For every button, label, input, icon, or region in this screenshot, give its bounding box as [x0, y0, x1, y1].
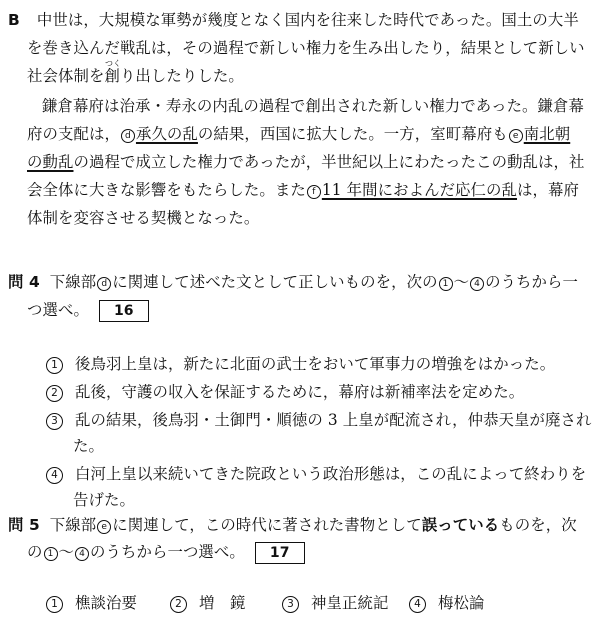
q5-stem4: の	[27, 543, 43, 561]
underline-doran: の動乱	[27, 153, 74, 171]
section-label: B	[8, 11, 20, 29]
q4-option-2-text: 乱後，守護の収入を保証するために，幕府は新補率法を定めた。	[75, 383, 525, 401]
q4-mark: d	[97, 277, 111, 291]
q4-option-1[interactable]	[46, 354, 555, 374]
ruby-tsuku: つく	[105, 59, 121, 68]
passage-line-8: 体制を変容させる契機となった。	[27, 209, 260, 227]
q4-n1: 1	[439, 277, 453, 291]
q5-option-2[interactable]	[170, 593, 245, 613]
mark-e: e	[509, 129, 523, 143]
q4-stem-line-2	[27, 300, 149, 322]
passage-line-6	[27, 152, 585, 172]
q4-option-4-number: 4	[46, 467, 63, 484]
passage-line-3: 社会体制を創り出したりした。	[27, 67, 244, 85]
q5-option-1-number: 1	[46, 596, 63, 613]
mark-f: f	[307, 185, 321, 199]
q4-option-4-cont: 告げた。	[73, 491, 135, 509]
q5-stem2: に関連して，この時代に著された書物として	[112, 516, 422, 534]
q4-answer-box[interactable]: 16	[99, 300, 149, 322]
q4-option-2-number: 2	[46, 385, 63, 402]
passage-line-4: 鎌倉幕府は治承・寿永の内乱の過程で創出された新しい権力であった。鎌倉幕	[42, 97, 585, 115]
q5-option-3-number: 3	[282, 596, 299, 613]
passage-text-6: の過程で成立した権力であったが，半世紀以上にわたったこの動乱は，社	[73, 153, 585, 171]
q4-n4: 4	[470, 277, 484, 291]
passage-text-1: 中世は，大規模な軍勢が幾度となく国内を往来した時代であった。国土の大半	[36, 11, 579, 29]
q5-option-2-number: 2	[170, 596, 187, 613]
q5-option-4-text: 梅松論	[438, 594, 485, 612]
q5-n4: 4	[75, 547, 89, 561]
q4-option-3-text: 乱の結果，後鳥羽・土御門・順徳の 3 上皇が配流され，仲恭天皇が廃され	[75, 411, 592, 429]
underline-nanbokucho: 南北朝	[523, 125, 571, 143]
underline-onin: 11 年間におよんだ応仁の乱	[321, 181, 518, 199]
q5-mark: e	[97, 520, 111, 534]
q4-option-1-number: 1	[46, 357, 63, 374]
q5-option-3-text: 神皇正統記	[311, 594, 389, 612]
q4-tilde: 〜	[453, 273, 470, 291]
q4-stem3: のうちから一	[485, 273, 579, 291]
q5-option-4[interactable]	[409, 593, 484, 613]
q5-stem-line-1	[8, 515, 577, 535]
q4-option-1-text: 後鳥羽上皇は，新たに北面の武士をおいて軍事力の増強をはかった。	[75, 355, 556, 373]
q5-option-4-number: 4	[409, 596, 426, 613]
q4-option-2[interactable]	[46, 382, 524, 402]
passage-line-7	[27, 180, 579, 200]
passage-text-7a: 会全体に大きな影響をもたらした。また	[27, 181, 306, 199]
q4-label: 問 4	[8, 273, 40, 291]
q4-option-4[interactable]	[46, 464, 586, 484]
mark-d: d	[121, 129, 135, 143]
passage-line-2: を巻き込んだ戦乱は，その過程で新しい権力を生み出したり，結果として新しい	[27, 39, 585, 57]
passage-text-5a: 府の支配は，	[27, 125, 120, 143]
q4-option-3[interactable]	[46, 410, 592, 430]
q5-stem-line-2	[27, 542, 305, 564]
q5-stem1: 下線部	[49, 516, 97, 534]
q4-stem-line-1	[8, 272, 578, 292]
q5-option-2-text: 増 鏡	[199, 594, 246, 612]
q4-stem4: つ選べ。	[27, 301, 89, 319]
q5-answer-box[interactable]: 17	[255, 542, 305, 564]
q5-label: 問 5	[8, 516, 40, 534]
q4-option-4-text: 白河上皇以来続いてきた院政という政治形態は，この乱によって終わりを	[75, 465, 587, 483]
passage-line-1	[8, 10, 579, 30]
q4-stem1: 下線部	[49, 273, 97, 291]
q5-n1: 1	[44, 547, 58, 561]
q5-option-3[interactable]	[282, 593, 388, 613]
q5-option-1-text: 樵談治要	[75, 594, 137, 612]
q4-stem2: に関連して述べた文として正しいものを，次の	[112, 273, 438, 291]
q5-tilde: 〜	[58, 543, 74, 561]
underline-jokyu: 承久の乱	[135, 125, 198, 143]
q5-emphasis: 誤っている	[421, 516, 500, 534]
passage-text-7b: は，幕府	[517, 181, 579, 199]
q4-option-3-cont: た。	[73, 437, 104, 455]
q5-stem3: ものを，次	[499, 516, 577, 534]
q4-option-3-number: 3	[46, 413, 63, 430]
q5-stem5: のうちから一つ選べ。	[90, 543, 245, 561]
passage-text-5b: の結果，西国に拡大した。一方，室町幕府も	[197, 125, 508, 143]
q5-option-1[interactable]	[46, 593, 137, 613]
passage-line-5	[27, 124, 570, 144]
